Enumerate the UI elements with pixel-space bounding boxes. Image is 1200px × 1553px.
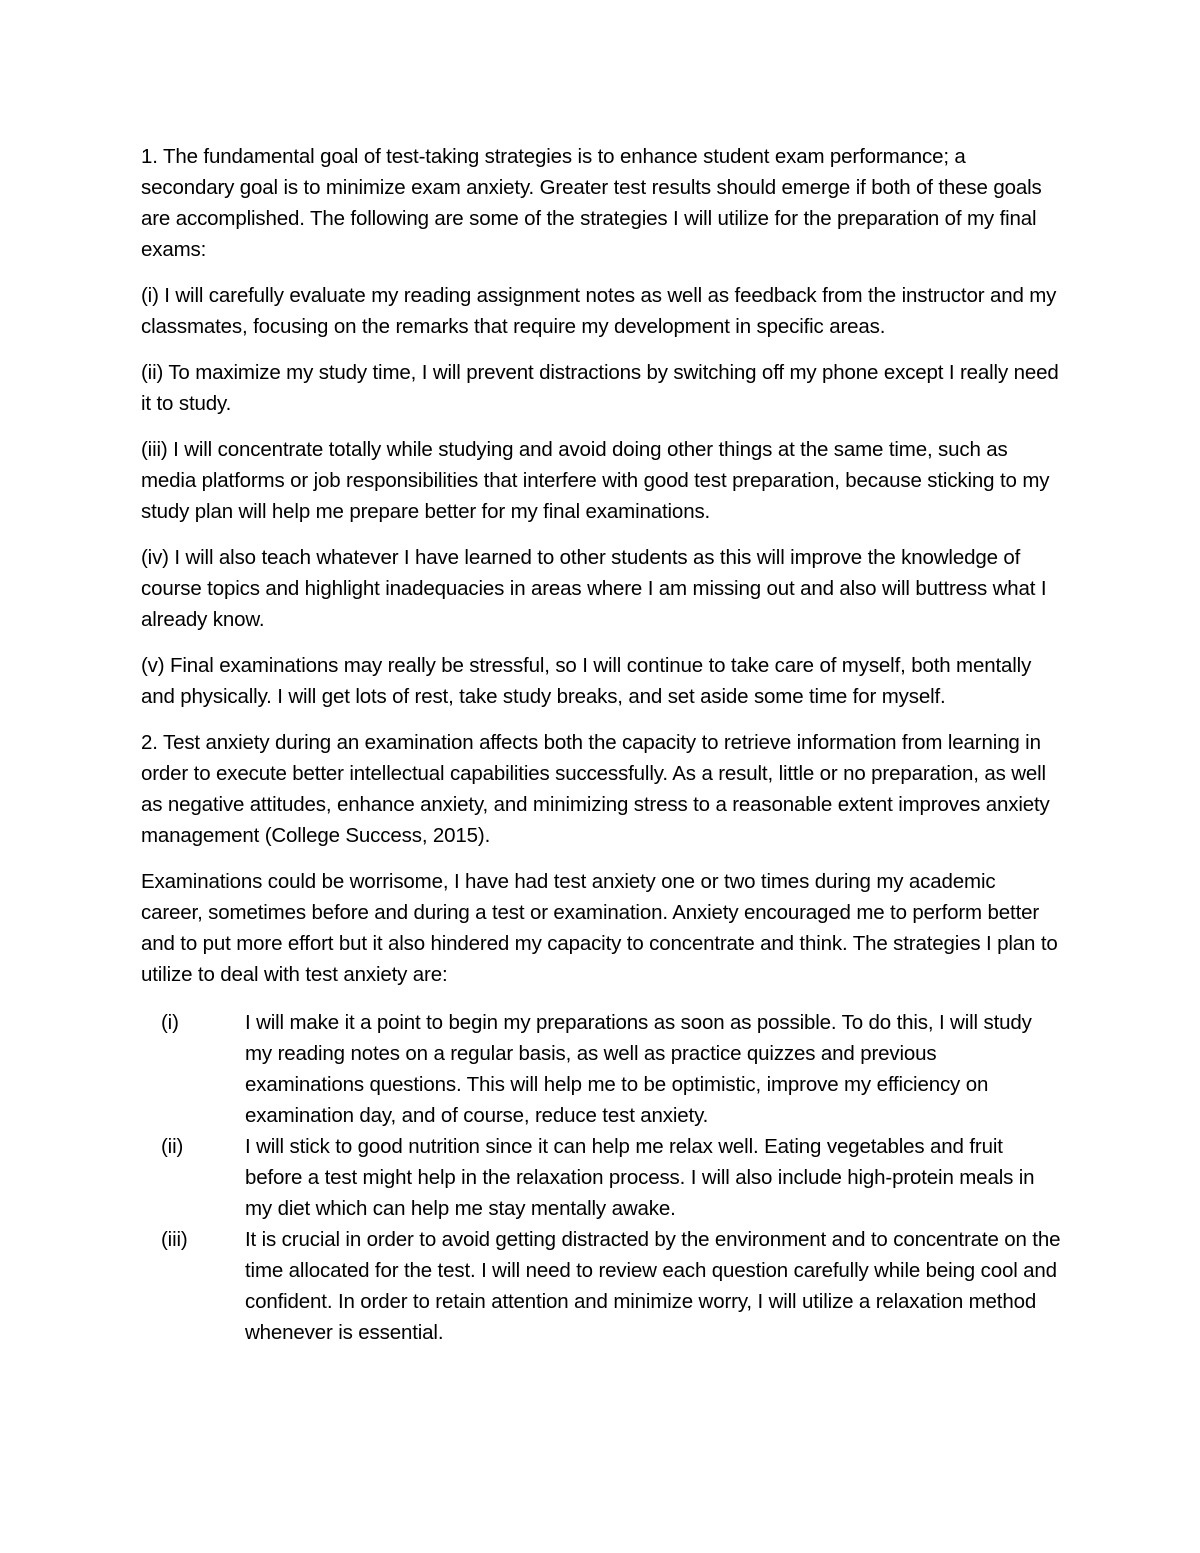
paragraph-strategy-v: (v) Final examinations may really be stressful, so I will continue to take care of myself, both mentally and physically. I will get lots of rest, take study breaks, and set aside some time for myself. <box>141 654 1032 708</box>
list-item-text: I will stick to good nutrition since it can help me relax well. Eating vegetables and fruit before a test might help in the relaxation process. I will also include high-protein meals in my diet which can help me stay mentally awake. <box>245 1135 1035 1220</box>
document-page <box>141 141 1061 1348</box>
list-marker: (ii) <box>161 1135 184 1158</box>
anxiety-strategies-list <box>141 1007 1061 1348</box>
list-item <box>141 1131 1061 1224</box>
paragraph-strategy-iii: (iii) I will concentrate totally while studying and avoid doing other things at the same time, such as media platforms or job responsibilities that interfere with good test preparation, because sticking to my study plan will help me prepare better for my final examinations. <box>141 438 1050 523</box>
paragraph-intro-goals: 1. The fundamental goal of test-taking strategies is to enhance student exam performance; a secondary goal is to minimize exam anxiety. Greater test results should emerge if both of these goals are accomplished. The following are some of the strategies I will utilize for the preparation of my final exams: <box>141 145 1042 261</box>
list-item-text: I will make it a point to begin my preparations as soon as possible. To do this, I will study my reading notes on a regular basis, as well as practice quizzes and previous examinations questions. This will help me to be optimistic, improve my efficiency on examination day, and of course, reduce test anxiety. <box>245 1011 1032 1127</box>
list-item <box>141 1007 1061 1131</box>
paragraph-strategy-i: (i) I will carefully evaluate my reading assignment notes as well as feedback from the instructor and my classmates, focusing on the remarks that require my development in specific areas. <box>141 284 1057 338</box>
paragraph-strategy-ii: (ii) To maximize my study time, I will prevent distractions by switching off my phone except I really need it to study. <box>141 361 1059 415</box>
list-marker: (iii) <box>161 1228 188 1251</box>
paragraph-examinations-worrisome: Examinations could be worrisome, I have had test anxiety one or two times during my academic career, sometimes before and during a test or examination. Anxiety encouraged me to perform better and to put more effort but it also hindered my capacity to concentrate and think. The strategies I plan to utilize to deal with test anxiety are: <box>141 870 1058 986</box>
list-item <box>141 1224 1061 1348</box>
list-item-text: It is crucial in order to avoid getting distracted by the environment and to concentrate on the time allocated for the test. I will need to review each question carefully while being cool and confident. In order to retain attention and minimize worry, I will utilize a relaxation method whenever is essential. <box>245 1228 1061 1344</box>
list-marker: (i) <box>161 1011 179 1034</box>
paragraph-strategy-iv: (iv) I will also teach whatever I have learned to other students as this will improve the knowledge of course topics and highlight inadequacies in areas where I am missing out and also will buttress what I already know. <box>141 546 1047 631</box>
paragraph-test-anxiety: 2. Test anxiety during an examination affects both the capacity to retrieve information from learning in order to execute better intellectual capabilities successfully. As a result, little or no preparation, as well as negative attitudes, enhance anxiety, and minimizing stress to a reasonable extent improves anxiety management (College Success, 2015). <box>141 731 1050 847</box>
